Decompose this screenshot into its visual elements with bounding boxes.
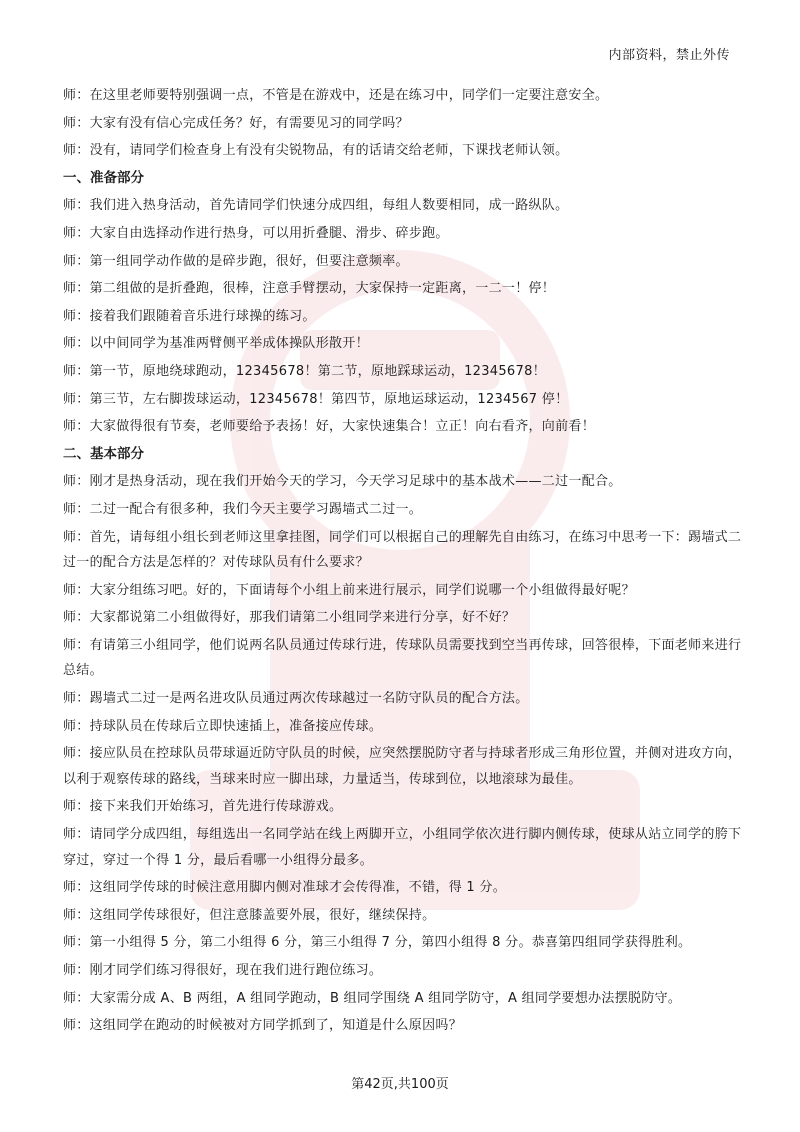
dialogue-paragraph: 师：第三节，左右脚拨球运动，12345678！第四节，原地运球运动，1234567 停！ xyxy=(63,391,569,407)
dialogue-paragraph: 师：大家需分成 A、B 两组，A 组同学跑动，B 组同学围绕 A 组同学防守，A 组同学要想办法摆脱防守。 xyxy=(63,990,682,1006)
dialogue-paragraph: 师：第一组同学动作做的是碎步跑，很好，但要注意频率。 xyxy=(63,253,409,269)
dialogue-paragraph: 师：在这里老师要特别强调一点，不管是在游戏中，还是在练习中，同学们一定要注意安全。 xyxy=(63,88,609,103)
dialogue-paragraph: 师：大家做得很有节奏，老师要给予表扬！好，大家快速集合！立正！向右看齐，向前看！ xyxy=(63,419,596,435)
dialogue-paragraph: 师：大家自由选择动作进行热身，可以用折叠腿、滑步、碎步跑。 xyxy=(63,225,449,241)
dialogue-paragraph: 师：首先，请每组小组长到老师这里拿挂图，同学们可以根据自己的理解先自由练习，在练习中思考一下：踢墙式二过一的配合方法是怎样的？对传球队员有什么要求？ xyxy=(63,529,742,571)
dialogue-paragraph: 师：接应队员在控球队员带球逼近防守队员的时候，应突然摆脱防守者与持球者形成三角形位置，并侧对进攻方向，以利于观察传球的路线，当球来时应一脚出球，力量适当，传球到位，以地滚球为最佳。 xyxy=(63,746,742,787)
section-heading: 二、基本部分 xyxy=(63,445,144,462)
dialogue-paragraph: 师：这组同学传球的时候注意用脚内侧对准球才会传得准，不错，得 1 分。 xyxy=(63,880,507,896)
page-number: 第42页,共100页 xyxy=(351,1077,449,1092)
dialogue-paragraph: 师：没有，请同学们检查身上有没有尖锐物品，有的话请交给老师，下课找老师认领。 xyxy=(63,143,569,159)
confidential-note: 内部资料，禁止外传 xyxy=(608,48,730,63)
dialogue-paragraph: 师：接着我们跟随着音乐进行球操的练习。 xyxy=(63,308,316,324)
dialogue-paragraph: 师：接下来我们开始练习，首先进行传球游戏。 xyxy=(63,799,343,815)
dialogue-paragraph: 师：刚才同学们练习得很好，现在我们进行跑位练习。 xyxy=(63,963,383,978)
dialogue-paragraph: 师：这组同学在跑动的时候被对方同学抓到了，知道是什么原因吗？ xyxy=(63,1018,463,1034)
dialogue-paragraph: 师：踢墙式二过一是两名进攻队员通过两次传球越过一名防守队员的配合方法。 xyxy=(63,691,529,707)
dialogue-paragraph: 师：第二组做的是折叠跑，很棒，注意手臂摆动，大家保持一定距离，一二一！停！ xyxy=(63,281,556,297)
dialogue-paragraph: 师：第一小组得 5 分，第二小组得 6 分，第三小组得 7 分，第四小组得 8 分。恭喜第四组同学获得胜利。 xyxy=(63,935,692,951)
dialogue-paragraph: 师：持球队员在传球后立即快速插上，准备接应传球。 xyxy=(63,718,383,734)
dialogue-paragraph: 师：二过一配合有很多种，我们今天主要学习踢墙式二过一。 xyxy=(63,501,423,517)
dialogue-paragraph: 师：我们进入热身活动，首先请同学们快速分成四组，每组人数要相同，成一路纵队。 xyxy=(63,198,569,214)
document-body xyxy=(63,83,743,1041)
dialogue-paragraph: 师：大家都说第二小组做得好，那我们请第二小组同学来进行分享，好不好？ xyxy=(63,610,516,626)
dialogue-paragraph: 师：大家分组练习吧。好的，下面请每个小组上前来进行展示，同学们说哪一个小组做得最好呢？ xyxy=(63,582,635,598)
dialogue-paragraph: 师：有请第三小组同学，他们说两名队员通过传球行进，传球队员需要找到空当再传球，回答很棒，下面老师来进行总结。 xyxy=(63,637,742,679)
dialogue-paragraph: 师：请同学分成四组，每组选出一名同学站在线上两脚开立，小组同学依次进行脚内侧传球，使球从站立同学的胯下穿过，穿过一个得 1 分，最后看哪一小组得分最多。 xyxy=(63,827,742,868)
section-heading: 一、准备部分 xyxy=(63,169,144,186)
dialogue-paragraph: 师：大家有没有信心完成任务？好，有需要见习的同学吗？ xyxy=(63,115,409,131)
dialogue-paragraph: 师：刚才是热身活动，现在我们开始今天的学习，今天学习足球中的基本战术——二过一配合。 xyxy=(63,474,622,490)
dialogue-paragraph: 师：这组同学传球很好，但注意膝盖要外展，很好，继续保持。 xyxy=(63,907,436,923)
dialogue-paragraph: 师：以中间同学为基准两臂侧平举成体操队形散开！ xyxy=(63,336,369,352)
dialogue-paragraph: 师：第一节，原地绕球跑动，12345678！第二节，原地踩球运动，12345678！ xyxy=(63,363,546,379)
